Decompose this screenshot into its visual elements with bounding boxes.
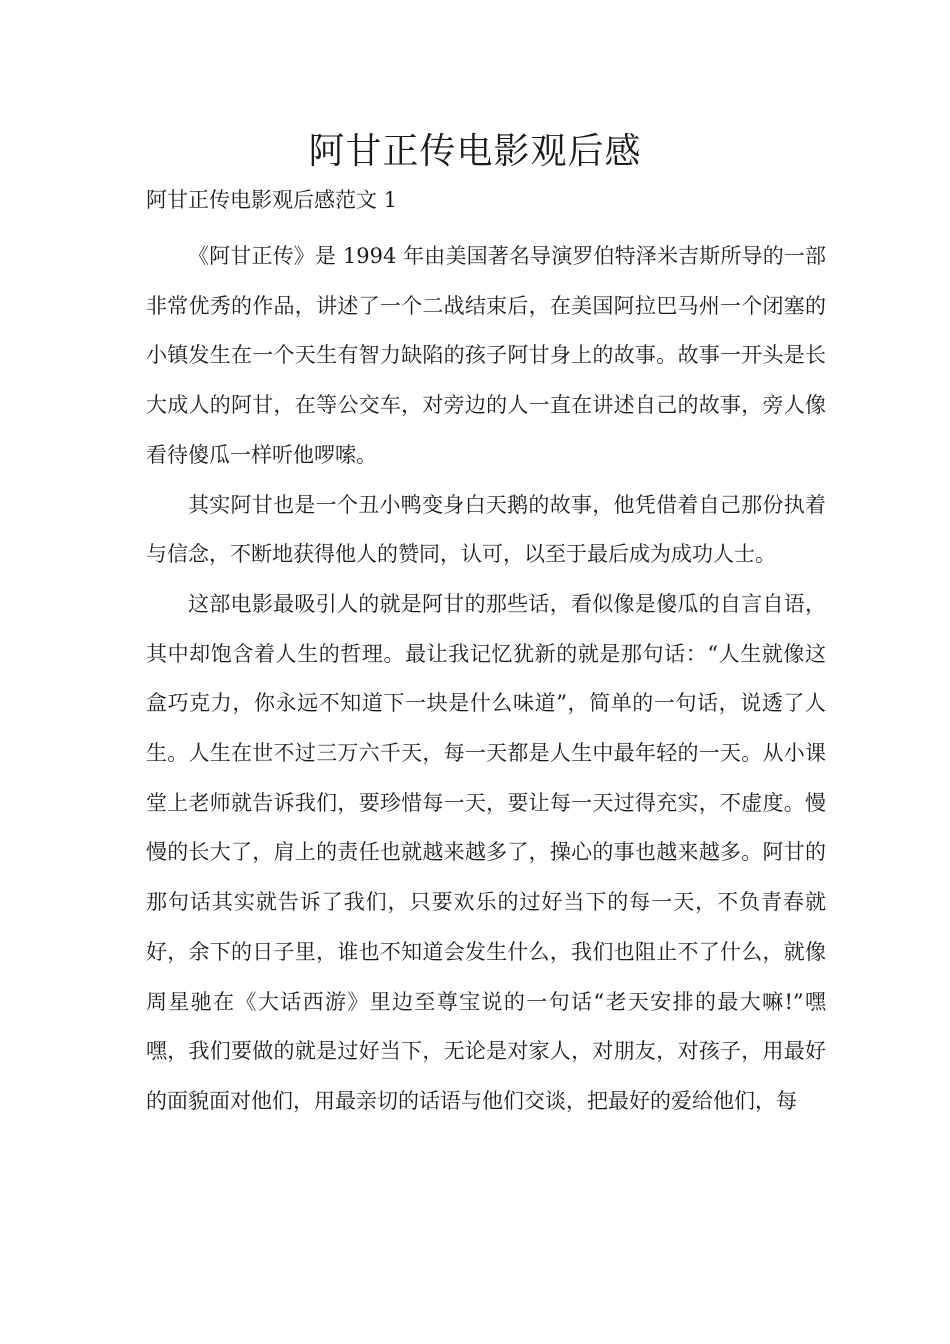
document-title: 阿甘正传电影观后感 <box>308 131 642 172</box>
paragraph-1: 《阿甘正传》是 1994 年由美国著名导演罗伯特泽米吉斯所导的一部非常优秀的作品，讲述了一个二战结束后，在美国阿拉巴马州一个闭塞的小镇发生在一个天生有智力缺陷的孩子阿甘身上的故事。故事一开头是长大成人的阿甘，在等公交车，对旁边的人一直在讲述自己的故事，旁人像看待傻瓜一样听他啰嗦。 <box>146 244 826 467</box>
document-subtitle: 阿甘正传电影观后感范文 1 <box>146 188 398 212</box>
document-body <box>146 232 826 1127</box>
paragraph-3: 这部电影最吸引人的就是阿甘的那些话，看似像是傻瓜的自言自语，其中却饱含着人生的哲理。最让我记忆犹新的就是那句话：“人生就像这盒巧克力，你永远不知道下一块是什么味道”，简单的一句话，说透了人生。人生在世不过三万六千天，每一天都是人生中最年轻的一天。从小课堂上老师就告诉我们，要珍惜每一天，要让每一天过得充实，不虚度。慢慢的长大了，肩上的责任也就越来越多了，操心的事也越来越多。阿甘的那句话其实就告诉了我们，只要欢乐的过好当下的每一天，不负青春就好，余下的日子里，谁也不知道会发生什么，我们也阻止不了什么，就像周星驰在《大话西游》里边至尊宝说的一句话“老天安排的最大嘛!”嘿嘿，我们要做的就是过好当下，无论是对家人，对朋友，对孩子，用最好的面貌面对他们，用最亲切的话语与他们交谈，把最好的爱给他们，每 <box>146 591 826 1113</box>
paragraph-2: 其实阿甘也是一个丑小鸭变身白天鹅的故事，他凭借着自己那份执着与信念，不断地获得他人的赞同，认可，以至于最后成为成功人士。 <box>146 492 826 567</box>
